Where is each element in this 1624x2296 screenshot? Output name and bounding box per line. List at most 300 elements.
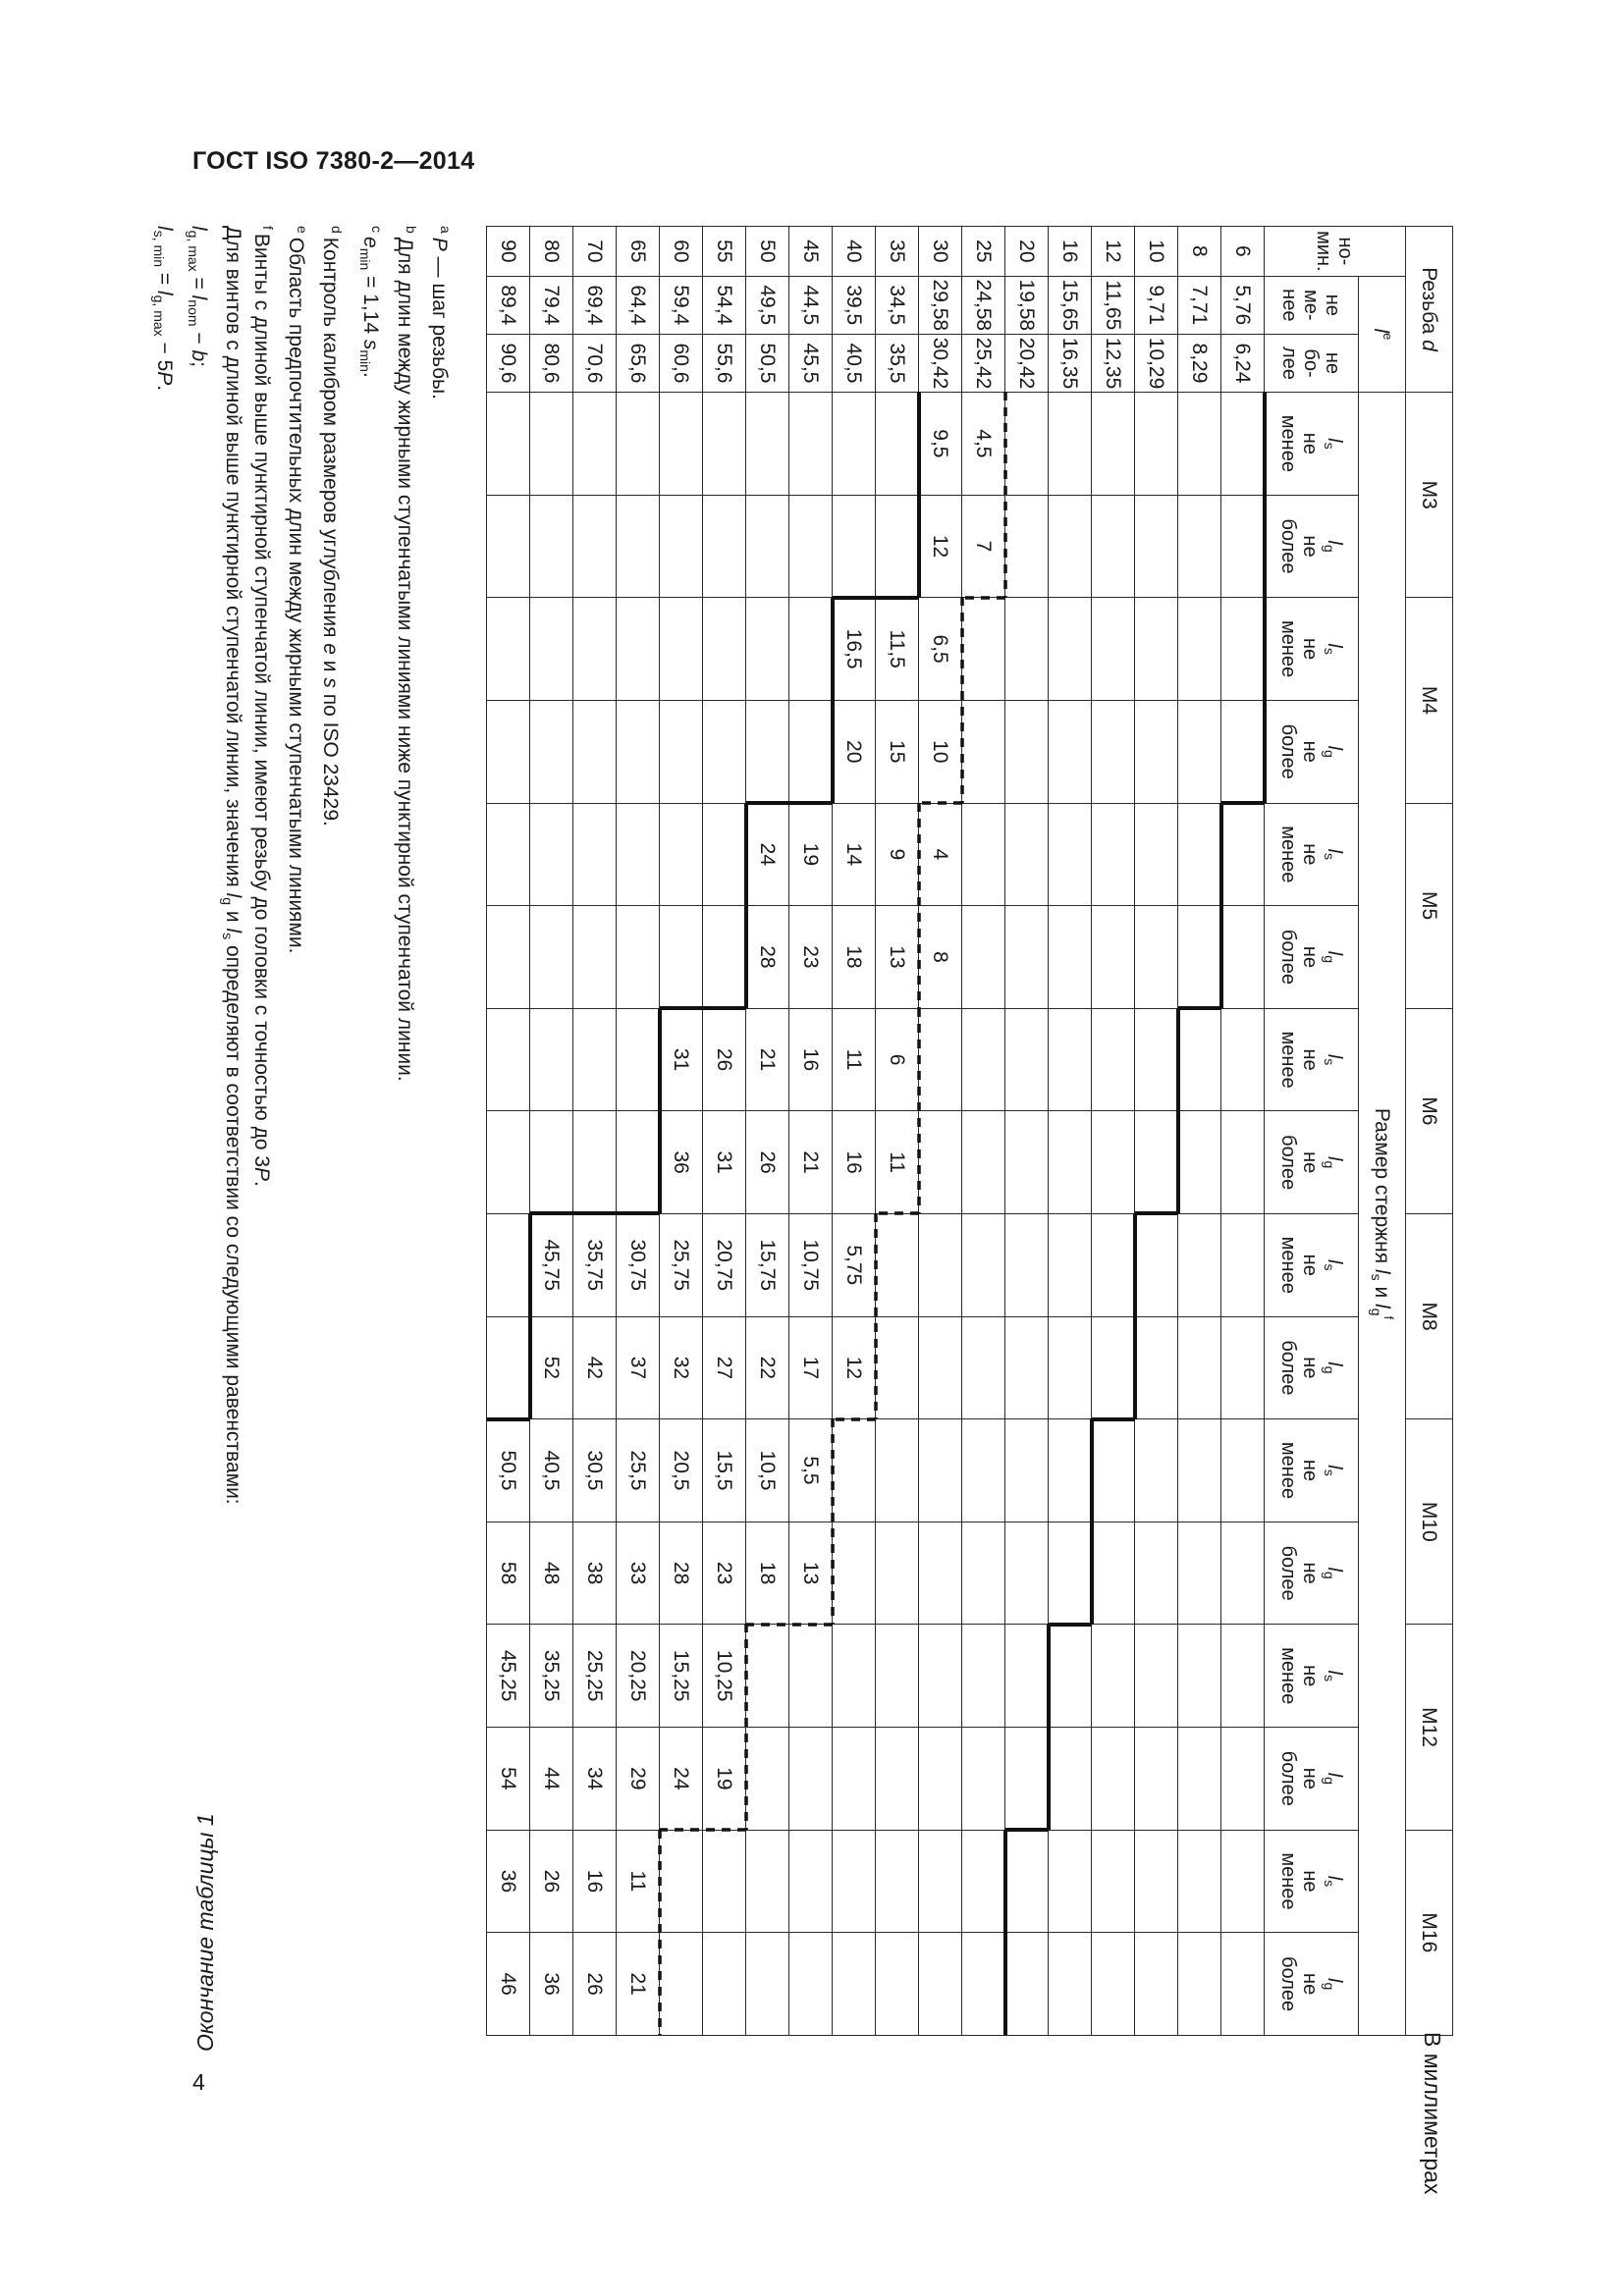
text: 20,75: [713, 1239, 736, 1292]
table-cell: [703, 1728, 746, 1831]
text: 70,6: [583, 343, 607, 384]
text: не менее: [1277, 620, 1322, 678]
text: 7,71: [1188, 285, 1212, 326]
table-cell: [833, 1419, 876, 1522]
table-cell: [789, 1830, 833, 1933]
text: l: [1323, 745, 1345, 751]
text: 20,5: [670, 1450, 693, 1491]
table-cell: [789, 495, 833, 598]
text: s: [1369, 1273, 1385, 1281]
table-cell: [962, 1316, 1005, 1419]
text: Размер стержня: [1371, 1107, 1394, 1264]
note-d: $^d$Контроль калибром размеров углубления e и s по ISO 23429.: [319, 226, 345, 827]
cell-lmin: [487, 276, 530, 334]
table-cell: [530, 700, 573, 803]
size-header-m12: [1406, 1625, 1453, 1830]
table-cell: [703, 1419, 746, 1522]
text: 30,5: [583, 1450, 607, 1491]
lg-max-header: [1265, 1111, 1359, 1214]
table-cell: [1005, 495, 1049, 598]
text: 60,6: [670, 343, 693, 384]
table-row: [919, 227, 962, 2036]
text: g: [1321, 544, 1337, 553]
text: l: [1323, 1156, 1345, 1161]
table-row: [746, 227, 789, 2036]
table-row: [660, 227, 703, 2036]
table-cell: [1092, 700, 1135, 803]
table-cell: [1178, 598, 1221, 701]
text: не более: [1277, 1340, 1322, 1396]
table-cell: [919, 1213, 962, 1316]
text: 6: [886, 1053, 909, 1066]
lg-max-header: [1265, 906, 1359, 1009]
table-cell: [660, 1316, 703, 1419]
table-cell: [746, 906, 789, 1009]
table-cell: [703, 1625, 746, 1728]
table-cell: [660, 1728, 703, 1831]
text: g: [1369, 1308, 1385, 1316]
text: не менее: [1277, 414, 1322, 472]
table-cell: [660, 1522, 703, 1625]
note-f: $^f$Винты с длиной выше пунктирной ступенчатой линии, имеют резьбу до головки с точностью до 3P.: [250, 226, 276, 1187]
table-cell: [1049, 1728, 1092, 1831]
text: 79,4: [540, 285, 564, 326]
cell-lmin: [1005, 276, 1049, 334]
text: 50,5: [756, 343, 780, 384]
table-cell: [1135, 1008, 1178, 1111]
table-cell: [789, 1316, 833, 1419]
text: d: [1418, 340, 1441, 351]
text: 15,75: [756, 1239, 780, 1292]
table-cell: [617, 1728, 660, 1831]
document-header: ГОСТ ISO 7380-2—2014: [192, 147, 475, 175]
table-cell: [833, 803, 876, 906]
cell-lmax: [703, 334, 746, 392]
table-cell: [1092, 1316, 1135, 1419]
text: не менее: [1277, 826, 1322, 883]
table-cell: [1092, 598, 1135, 701]
cell-l: [660, 227, 703, 277]
table-cell: [1221, 1830, 1265, 1933]
table-cell: [746, 803, 789, 906]
table-cell: [1005, 1625, 1049, 1728]
text: 26: [583, 1972, 607, 1996]
text: 36: [540, 1972, 564, 1996]
text: M8: [1418, 1302, 1441, 1331]
text: l: [1323, 1259, 1345, 1264]
table-cell: [530, 1111, 573, 1214]
table-cell: [919, 1625, 962, 1728]
table-cell: [1049, 1933, 1092, 2036]
text: не более: [1277, 1956, 1322, 2012]
text: 59,4: [670, 285, 693, 326]
table-row: [530, 227, 573, 2036]
cell-lmax: [1135, 334, 1178, 392]
text: 12,35: [1102, 337, 1125, 390]
text: 35,25: [540, 1649, 564, 1702]
table-cell: [1135, 1419, 1178, 1522]
size-header-m6: [1406, 1008, 1453, 1213]
text: 45,5: [799, 343, 823, 384]
table-cell: [789, 700, 833, 803]
table-cell: [617, 1830, 660, 1933]
cell-lmin: [1092, 276, 1135, 334]
text: 13: [886, 945, 909, 969]
cell-l: [1135, 227, 1178, 277]
text: 12: [1102, 240, 1125, 263]
text: 16: [583, 1869, 607, 1894]
table-cell: [962, 598, 1005, 701]
text: 15,25: [670, 1649, 693, 1702]
table-cell: [1135, 495, 1178, 598]
table-cell: [1178, 803, 1221, 906]
table-cell: [919, 700, 962, 803]
text: 27: [713, 1356, 736, 1380]
cell-l: [919, 227, 962, 277]
text: 14: [842, 842, 866, 866]
table-cell: [1135, 1933, 1178, 2036]
table-cell: [789, 598, 833, 701]
cell-l: [703, 227, 746, 277]
text: 21: [756, 1047, 780, 1072]
table-cell: [876, 906, 919, 1009]
table-cell: [487, 1213, 530, 1316]
size-header-m4: [1406, 598, 1453, 803]
text: 29: [626, 1767, 650, 1790]
table-cell: [1005, 700, 1049, 803]
table-cell: [1221, 495, 1265, 598]
text: l: [1323, 1670, 1345, 1675]
text: 25,5: [626, 1450, 650, 1491]
table-cell: [746, 1316, 789, 1419]
table-cell: [487, 1316, 530, 1419]
text: g: [1321, 750, 1337, 758]
table-row: [1135, 227, 1178, 2036]
table-cell: [746, 393, 789, 496]
table-cell: [1049, 700, 1092, 803]
note-g: Для винтов с длиной выше пунктирной ступенчатой линии, значения lg и ls определяют в соответствии со следующими равенствами:: [220, 226, 244, 1505]
text: 24: [670, 1767, 693, 1790]
table-cell: [1221, 1213, 1265, 1316]
text: 11: [886, 1151, 909, 1174]
text: 11,5: [886, 629, 909, 668]
table-cell: [573, 1419, 617, 1522]
nominal-header: [1265, 227, 1406, 277]
table-cell: [1221, 1008, 1265, 1111]
text: l: [1323, 1772, 1345, 1778]
text: 58: [497, 1561, 520, 1585]
table-cell: [573, 906, 617, 1009]
table-cell: [617, 1008, 660, 1111]
table-cell: [617, 1419, 660, 1522]
table-cell: [573, 1111, 617, 1214]
text: 28: [670, 1561, 693, 1585]
table-cell: [746, 598, 789, 701]
table-cell: [573, 495, 617, 598]
text: 55,6: [713, 343, 736, 384]
table-cell: [789, 1419, 833, 1522]
table-cell: [530, 495, 573, 598]
shank-size-header: [1359, 393, 1406, 2036]
table-cell: [789, 803, 833, 906]
text: 48: [540, 1561, 564, 1585]
size-header-m10: [1406, 1419, 1453, 1625]
table-cell: [876, 1625, 919, 1728]
table-cell: [962, 393, 1005, 496]
ls-min-header: [1265, 1830, 1359, 1933]
text: 29,58: [929, 279, 952, 332]
table-cell: [1049, 906, 1092, 1009]
table-cell: [833, 1008, 876, 1111]
l-header: [1359, 276, 1406, 392]
table-cell: [746, 1419, 789, 1522]
text: 25,42: [972, 337, 996, 390]
table-cell: [487, 803, 530, 906]
cell-l: [876, 227, 919, 277]
cell-lmin: [1135, 276, 1178, 334]
table-cell: [789, 1213, 833, 1316]
table-cell: [919, 1933, 962, 2036]
table-cell: [1049, 1111, 1092, 1214]
lg-max-header: [1265, 1316, 1359, 1419]
text: 6,5: [929, 634, 952, 664]
text: l: [1323, 1362, 1345, 1366]
table-cell: [573, 393, 617, 496]
text: s: [1321, 442, 1337, 450]
text: 18: [842, 945, 866, 969]
table-cell: [1049, 1419, 1092, 1522]
header-row-sub: [1265, 227, 1359, 2036]
table-cell: [833, 495, 876, 598]
text: l: [1323, 848, 1345, 854]
cell-lmax: [1221, 334, 1265, 392]
text: M16: [1418, 1912, 1441, 1953]
table-cell: [703, 1830, 746, 1933]
cell-l: [746, 227, 789, 277]
table-cell: [1135, 393, 1178, 496]
table-cell: [962, 1111, 1005, 1214]
table-notes: [144, 226, 460, 2036]
table-cell: [1178, 393, 1221, 496]
text: f: [1381, 1315, 1397, 1320]
table-cell: [876, 1522, 919, 1625]
text: 8: [1188, 245, 1212, 257]
table-cell: [1178, 700, 1221, 803]
table-cell: [1092, 1728, 1135, 1831]
lg-max-header: [1265, 1728, 1359, 1831]
table-cell: [1092, 1111, 1135, 1214]
ls-min-header: [1265, 1419, 1359, 1522]
text: не менее: [1277, 1441, 1322, 1500]
table-cell: [1135, 598, 1178, 701]
cell-lmax: [876, 334, 919, 392]
cell-lmin: [833, 276, 876, 334]
table-cell: [573, 1008, 617, 1111]
cell-lmin: [876, 276, 919, 334]
cell-lmax: [1005, 334, 1049, 392]
table-cell: [1092, 906, 1135, 1009]
table-cell: [876, 1316, 919, 1419]
text: 80,6: [540, 343, 564, 384]
text: 16: [1058, 240, 1082, 263]
table-cell: [1049, 1316, 1092, 1419]
table-cell: [703, 393, 746, 496]
text: 7: [972, 540, 996, 553]
text: 36: [670, 1150, 693, 1174]
text: l: [1323, 540, 1345, 545]
text: Резьба: [1418, 267, 1441, 335]
text: 30: [929, 240, 952, 263]
table-cell: [919, 1111, 962, 1214]
table-cell: [487, 495, 530, 598]
table-cell: [660, 393, 703, 496]
table-cell: [530, 906, 573, 1009]
text: 40: [842, 240, 866, 263]
thread-header: [1406, 227, 1453, 393]
table-row: [833, 227, 876, 2036]
note-e: $^e$Область предпочтительных длин между жирными ступенчатыми линиями.: [285, 226, 310, 954]
table-cell: [876, 393, 919, 496]
l-max-header: [1265, 334, 1359, 392]
text: но- мин.: [1313, 231, 1357, 272]
text: l: [1323, 950, 1345, 956]
table-cell: [876, 700, 919, 803]
table-cell: [919, 495, 962, 598]
table-cell: [487, 393, 530, 496]
text: 39,5: [842, 285, 866, 326]
cell-l: [1049, 227, 1092, 277]
table-cell: [617, 1213, 660, 1316]
table-cell: [876, 495, 919, 598]
size-header-m3: [1406, 393, 1453, 598]
table-cell: [876, 1728, 919, 1831]
text: не менее: [1277, 1236, 1322, 1294]
lg-max-header: [1265, 495, 1359, 598]
table-cell: [833, 1111, 876, 1214]
table-cell: [1005, 803, 1049, 906]
text: 4: [929, 848, 952, 861]
table-cell: [789, 393, 833, 496]
cell-lmax: [487, 334, 530, 392]
table-cell: [1221, 1728, 1265, 1831]
text: 35,5: [886, 343, 909, 384]
table-cell: [962, 1213, 1005, 1316]
text: 16,5: [842, 628, 866, 669]
table-cell: [703, 700, 746, 803]
table-cell: [876, 598, 919, 701]
table-cell: [876, 1933, 919, 2036]
text: 20: [842, 740, 866, 764]
text: 20,25: [626, 1649, 650, 1702]
table-cell: [703, 803, 746, 906]
lg-max-header: [1265, 700, 1359, 803]
table-cell: [1049, 803, 1092, 906]
cell-lmax: [919, 334, 962, 392]
table-cell: [1178, 1213, 1221, 1316]
text: не менее: [1277, 1031, 1322, 1089]
text: M12: [1418, 1707, 1441, 1747]
table-cell: [1092, 1419, 1135, 1522]
table-cell: [1049, 598, 1092, 701]
text: 45,25: [497, 1649, 520, 1702]
text: не более: [1277, 1750, 1322, 1806]
text: 10,5: [756, 1450, 780, 1491]
cell-l: [1221, 227, 1265, 277]
table-cell: [1221, 1933, 1265, 2036]
table-cell: [919, 598, 962, 701]
table-cell: [1005, 393, 1049, 496]
text: 89,4: [497, 285, 520, 326]
table-cell: [746, 1111, 789, 1214]
text: 45: [799, 240, 823, 263]
table-cell: [1005, 1933, 1049, 2036]
text: e: [1380, 333, 1396, 341]
table-cell: [1092, 803, 1135, 906]
table-cell: [660, 495, 703, 598]
table-cell: [1049, 495, 1092, 598]
table-cell: [876, 1830, 919, 1933]
table-cell: [962, 495, 1005, 598]
text: 49,5: [756, 285, 780, 326]
table-cell: [1005, 1830, 1049, 1933]
formula-2: ls, min = lg, max − 5P.: [151, 226, 176, 392]
table-cell: [789, 1008, 833, 1111]
note-a: $^a$P — шаг резьбы.: [428, 226, 454, 400]
text: l: [1323, 643, 1345, 648]
table-cell: [530, 1522, 573, 1625]
table-cell: [919, 393, 962, 496]
text: 64,4: [626, 285, 650, 326]
table-cell: [1178, 1933, 1221, 2036]
table-cell: [746, 1625, 789, 1728]
size-header-m5: [1406, 803, 1453, 1008]
text: g: [1321, 955, 1337, 964]
table-cell: [833, 1213, 876, 1316]
table-cell: [1221, 1522, 1265, 1625]
table-cell: [573, 598, 617, 701]
table-cell: [1135, 700, 1178, 803]
table-cell: [789, 1728, 833, 1831]
table-cell: [703, 1111, 746, 1214]
table-cell: [962, 1625, 1005, 1728]
table-cell: [919, 1728, 962, 1831]
formula-1: lg, max = lnom − b;: [186, 226, 210, 367]
table-cell: [1221, 1625, 1265, 1728]
table-cell: [1092, 495, 1135, 598]
text: 10: [1145, 240, 1168, 263]
text: s: [1321, 1058, 1337, 1066]
text: 42: [583, 1356, 607, 1380]
text: 6,24: [1231, 343, 1255, 384]
text: не менее: [1277, 1852, 1322, 1910]
table-cell: [660, 700, 703, 803]
text: M10: [1418, 1501, 1441, 1542]
text: 15,65: [1058, 279, 1082, 332]
table-cell: [919, 803, 962, 906]
table-cell: [1178, 1522, 1221, 1625]
text: 8,29: [1188, 343, 1212, 384]
text: M5: [1418, 891, 1441, 921]
table-cell: [1005, 1728, 1049, 1831]
text: s: [1321, 1263, 1337, 1271]
cell-l: [1178, 227, 1221, 277]
table-cell: [1221, 1316, 1265, 1419]
table-row: [617, 227, 660, 2036]
text: 60: [670, 240, 693, 263]
table-cell: [876, 1419, 919, 1522]
table-cell: [530, 1625, 573, 1728]
text: 16,35: [1058, 337, 1082, 390]
